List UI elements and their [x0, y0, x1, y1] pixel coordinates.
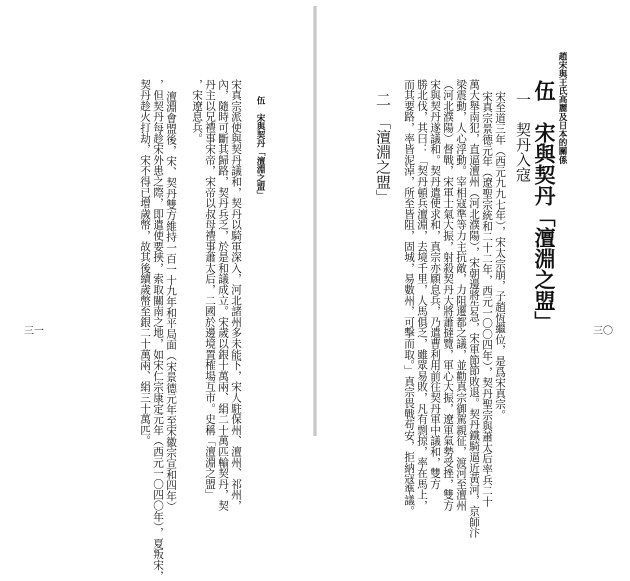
right-paragraph-8: 而其要路，率皆泥淖，所至皆阻，固城，易數州，可擊而取。」真宗畏戰苟安，拒納寇準議。: [403, 79, 415, 517]
left-paragraph-6: ，但契丹每趁宋外患之際，即遣使要挾，索取關南之地，如宋仁宗康定元年（西元一〇四〇年），夏叛宋，: [152, 79, 164, 581]
left-paragraph-7: 契丹趁火打劫，宋不得已增歲幣，故其後續歲幣至銀二十萬兩、絹三十萬匹。: [139, 79, 151, 447]
right-paragraph-5: （河北濮陽）督戰，宋軍士氣大振，射殺契丹大將蕭撻覽，軍心大振，遼軍氣勢受挫，雙方: [442, 79, 454, 511]
left-paragraph-2: 內，隨時可斷其歸路，契丹兵乏，於是和議成立。宋歲以銀十萬兩、絹二十萬匹輸契丹，契: [217, 79, 229, 511]
right-paragraph-1: 宋至道三年（西元九九七年），宋太宗崩，子趙恆繼位，是爲宋真宗。: [494, 91, 506, 421]
right-paragraph-3: 萬大舉南犯，直逼澶州（河北濮陽），宋朝邊將告急，宋軍節節敗退。契丹鐵騎逼近黃河，京師汴: [468, 79, 480, 539]
section-heading-1: 一 契丹入寇: [514, 92, 532, 182]
section-heading-2: 二 「澶淵之盟」: [374, 92, 392, 205]
left-paragraph-1: 宋真宗派使與契丹議和，契丹以騎軍深入，河北諸州多未能下，宋人駐保州、澶州、祁州，: [230, 79, 242, 511]
left-paragraph-4: ，宋遼息兵。: [191, 79, 203, 144]
chapter-title: 伍 宋與契丹「澶淵之盟」: [532, 80, 557, 332]
left-paragraph-5: 澶淵會盟後，宋、契丹雙方維持一百一十九年和平局面（宋景德元年至宋徽宗宣和四年）: [165, 91, 177, 513]
book-gutter: [313, 6, 317, 436]
left-paragraph-3: 丹主以兄禮事宋帝，宋帝以叔母禮事蕭太后，二國於邊境置榷場互市。史稱「澶淵之盟」: [204, 79, 216, 501]
right-page-number: 三〇: [593, 326, 613, 337]
right-paragraph-6: 宋與契丹遂議和。契丹遣使求和，真宗亦願息兵，乃遣曹利用前往契丹軍中議和，雙方: [429, 79, 441, 490]
right-paragraph-7: 勝北伐，其曰：「契丹頓兵澶淵，去境千里，人馬俱乏，雖眾易敗，凡有剽掠，率在馬上，: [416, 79, 428, 511]
right-running-header: 趙宋與王氏高麗及日本的關係: [557, 52, 567, 164]
left-running-header: 伍 宋與契丹「澶淵之盟」: [255, 96, 265, 200]
left-page-number: 三一: [24, 326, 44, 337]
right-paragraph-4: 梁震動，人心浮動。宰相寇準等力主抗敵，力阻遷都之議，並勸真宗御駕親征，渡河至澶州: [455, 79, 467, 511]
right-paragraph-2: 宋真宗景德元年（遼聖宗統和二十二年，西元一〇〇四年），契丹聖宗與蕭太后率兵二十: [481, 91, 493, 507]
